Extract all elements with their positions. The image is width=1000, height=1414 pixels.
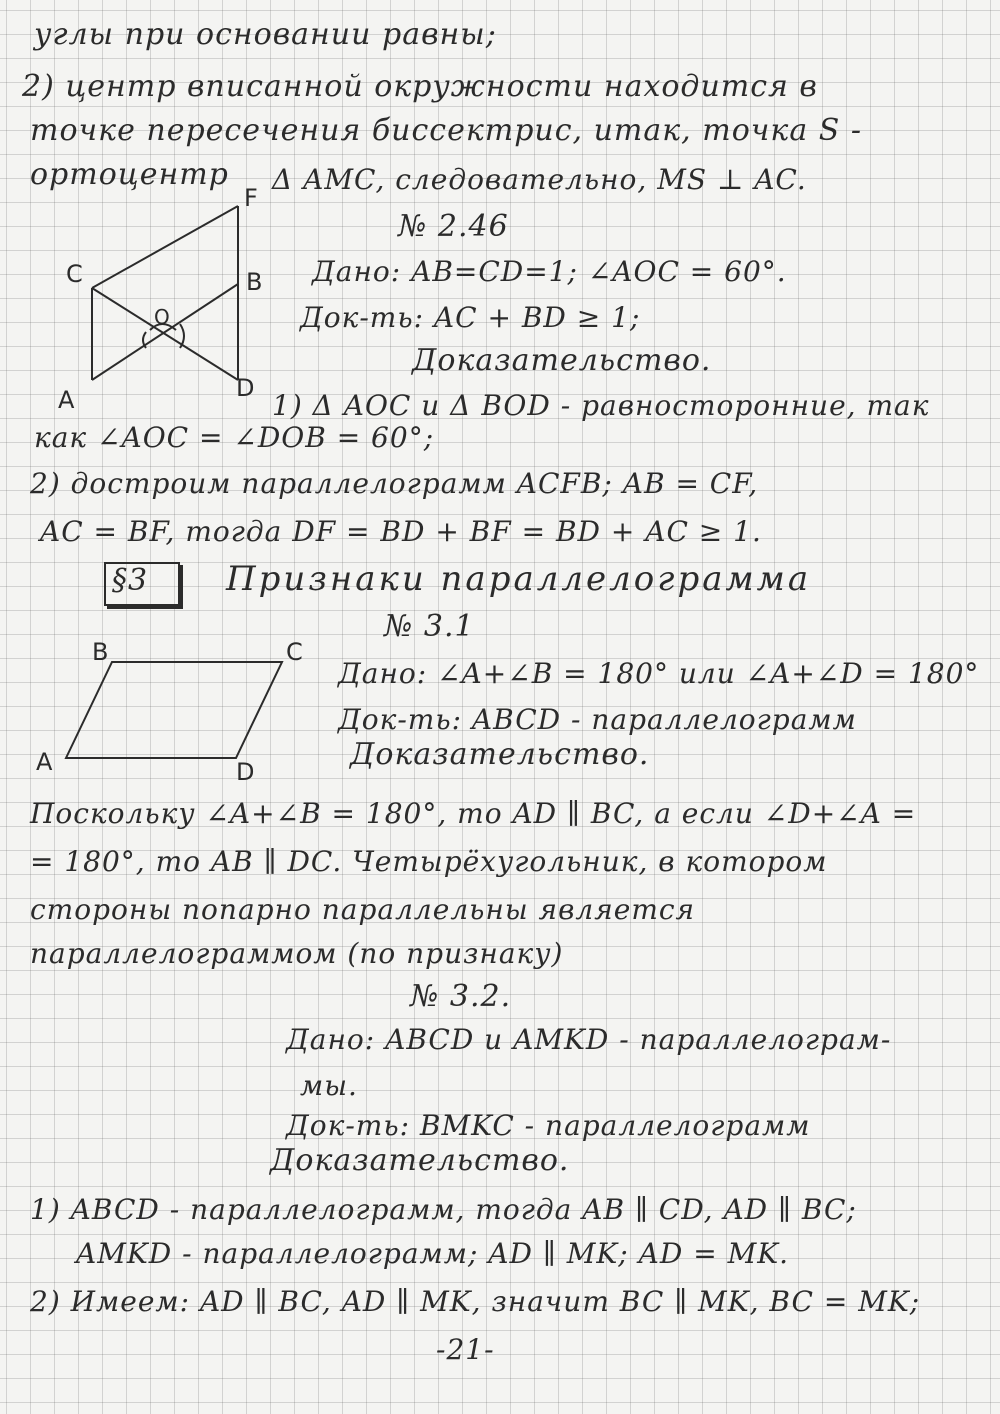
text-3-1-line-2: = 180°, то AB ∥ DC. Четырёхугольник, в котором xyxy=(30,845,828,878)
proof-heading-3-1: Доказательство. xyxy=(350,737,650,772)
step-3-2-1a: 1) ABCD - параллелограмм, тогда AB ∥ CD, AD ∥ BC; xyxy=(30,1193,857,1226)
step-1a-2-46: 1) Δ AOC и Δ BOD - равносторонние, так xyxy=(272,389,930,422)
label-a2: A xyxy=(36,748,53,776)
label-c: C xyxy=(66,260,83,288)
text-3-1-line-1: Поскольку ∠A+∠B = 180°, то AD ∥ BC, а если ∠D+∠A = xyxy=(30,797,917,830)
prove-2-46: Док-ть: AC + BD ≥ 1; xyxy=(300,301,641,334)
section-title: Признаки параллелограмма xyxy=(226,559,812,599)
prove-3-1: Док-ть: ABCD - параллелограмм xyxy=(338,703,857,736)
page-number: -21- xyxy=(436,1333,495,1366)
label-d: D xyxy=(236,374,255,402)
label-b2: B xyxy=(92,638,109,666)
problem-number-2-46: № 2.46 xyxy=(398,209,509,244)
given-2-46: Дано: AB=CD=1; ∠AOC = 60°. xyxy=(312,255,787,288)
text-line-1: углы при основании равны; xyxy=(34,17,497,52)
text-line-3: точке пересечения биссектрис, итак, точка S - xyxy=(30,113,862,148)
parallelogram-abcd xyxy=(66,662,282,758)
label-o: O xyxy=(154,305,170,329)
text-line-2: 2) центр вписанной окружности находится в xyxy=(22,69,818,104)
step-3-2-1b: AMKD - параллелограмм; AD ∥ MK; AD = MK. xyxy=(76,1237,790,1270)
step-1b-2-46: как ∠AOC = ∠DOB = 60°; xyxy=(34,421,435,454)
angle-arc-o-left xyxy=(143,332,146,348)
figure-3-1 xyxy=(66,662,282,758)
step-2a-2-46: 2) достроим параллелограмм ACFB; AB = CF, xyxy=(30,467,759,500)
problem-number-3-2: № 3.2. xyxy=(410,979,512,1014)
label-b: B xyxy=(246,268,263,296)
segment-cf xyxy=(92,206,238,288)
proof-heading-3-2: Доказательство. xyxy=(270,1143,570,1178)
label-f: F xyxy=(244,184,258,212)
step-2b-2-46: AC = BF, тогда DF = BD + BF = BD + AC ≥ 1. xyxy=(40,515,762,548)
label-a: A xyxy=(58,386,75,414)
given-3-2-b: мы. xyxy=(300,1069,358,1102)
prove-3-2: Док-ть: BMKC - параллелограмм xyxy=(286,1109,811,1142)
proof-heading-2-46: Доказательство. xyxy=(412,343,712,378)
section-number: §3 xyxy=(112,563,149,598)
given-3-2-a: Дано: ABCD и AMKD - параллелограм- xyxy=(286,1023,892,1056)
step-3-2-2: 2) Имеем: AD ∥ BC, AD ∥ MK, значит BC ∥ MK, BC = MK; xyxy=(30,1285,921,1318)
label-d2: D xyxy=(236,758,255,786)
text-3-1-line-3: стороны попарно параллельны является xyxy=(30,893,696,926)
label-c2: C xyxy=(286,638,303,666)
problem-number-3-1: № 3.1 xyxy=(384,609,475,644)
text-line-4b: Δ AMC, следовательно, MS ⊥ AC. xyxy=(272,163,807,196)
given-3-1: Дано: ∠A+∠B = 180° или ∠A+∠D = 180° xyxy=(338,657,980,690)
figure-2-46 xyxy=(92,206,238,380)
text-3-1-line-4: параллелограммом (по признаку) xyxy=(30,937,564,970)
text-line-4: ортоцентр xyxy=(30,157,229,192)
